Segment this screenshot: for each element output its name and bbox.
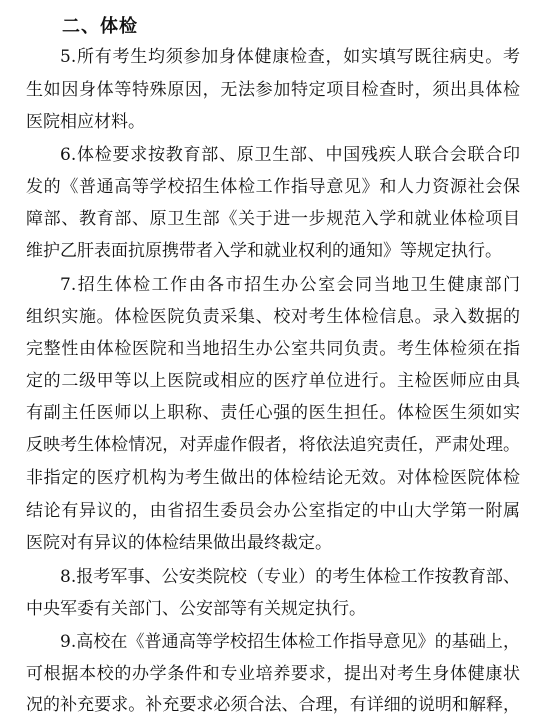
paragraph-8-line-2: 中央军委有关部门、公安部等有关规定执行。 [26,599,366,619]
paragraph-7-line-4: 定的二级甲等以上医院或相应的医疗单位进行。主检医师应由具 [26,371,520,391]
paragraph-6-line-2: 发的《普通高等学校招生体检工作指导意见》和人力资源社会保 [26,177,520,197]
paragraph-7-line-9: 医院对有异议的体检结果做出最终裁定。 [26,533,332,553]
paragraph-5-line-3: 医院相应材料。 [26,112,145,132]
paragraph-7-line-6: 反映考生体检情况，对弄虚作假者，将依法追究责任，严肃处理。 [26,435,520,455]
paragraph-6-line-4: 维护乙肝表面抗原携带者入学和就业权利的通知》等规定执行。 [26,241,502,261]
paragraph-7-line-5: 有副主任医师以上职称、责任心强的医生担任。体检医生须如实 [26,403,520,423]
section-heading: 二、体检 [62,16,138,37]
paragraph-5-line-2: 生如因身体等特殊原因，无法参加特定项目检查时，须出具体检 [26,80,520,100]
paragraph-5-line-1: 5.所有考生均须参加身体健康检查，如实填写既往病史。考 [60,47,520,67]
paragraph-7-line-7: 非指定的医疗机构为考生做出的体检结论无效。对体检医院体检 [26,468,520,488]
paragraph-6-line-3: 障部、教育部、原卫生部《关于进一步规范入学和就业体检项目 [26,209,520,229]
paragraph-9-line-1: 9.高校在《普通高等学校招生体检工作指导意见》的基础上， [60,632,520,652]
paragraph-9-line-2: 可根据本校的办学条件和专业培养要求，提出对考生身体健康状 [26,664,520,684]
paragraph-7-line-1: 7.招生体检工作由各市招生办公室会同当地卫生健康部门 [60,275,520,295]
paragraph-7-line-8: 结论有异议的，由省招生委员会办公室指定的中山大学第一附属 [26,501,520,521]
paragraph-7-line-2: 组织实施。体检医院负责采集、校对考生体检信息。录入数据的 [26,307,520,327]
paragraph-7-line-3: 完整性由体检医院和当地招生办公室共同负责。考生体检须在指 [26,339,520,359]
paragraph-9-line-3: 况的补充要求。补充要求必须合法、合理，有详细的说明和解释， [26,695,520,715]
paragraph-8-line-1: 8.报考军事、公安类院校（专业）的考生体检工作按教育部、 [60,567,520,587]
paragraph-6-line-1: 6.体检要求按教育部、原卫生部、中国残疾人联合会联合印 [60,145,520,165]
